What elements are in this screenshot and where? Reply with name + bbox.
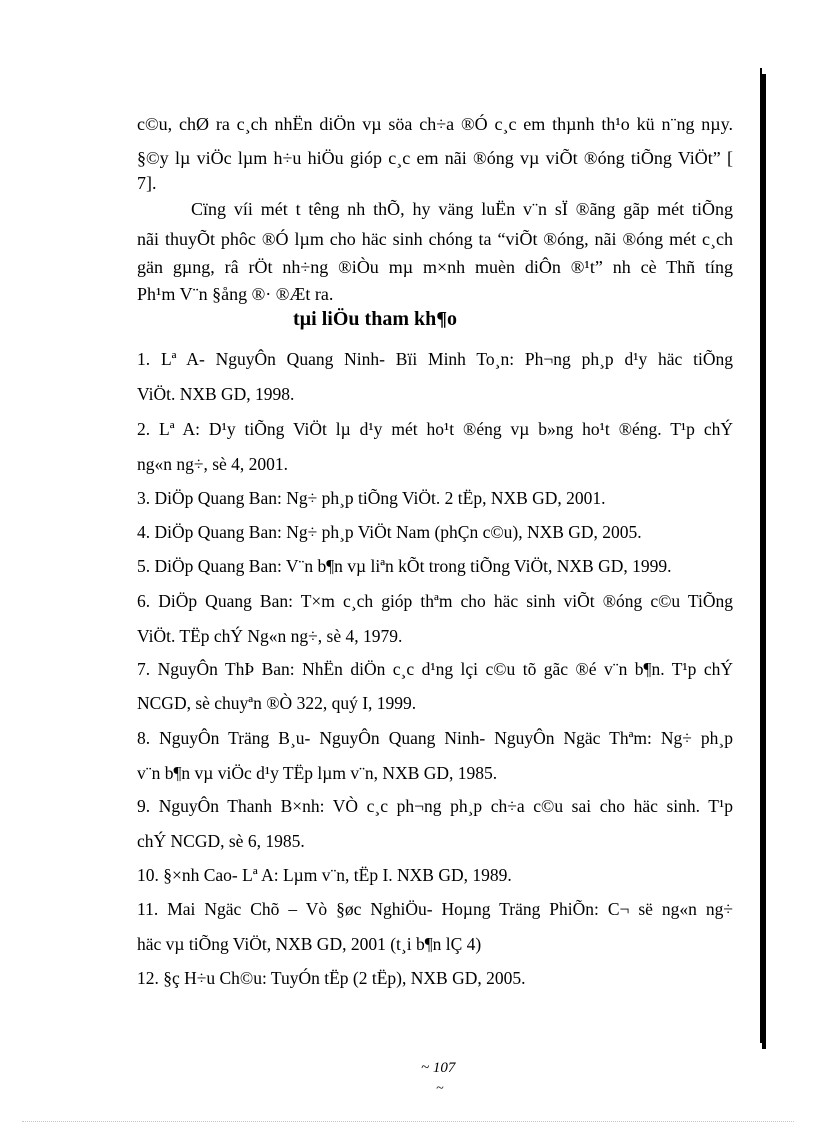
reference-line: 11. Mai Ngäc Chõ – Vò §øc NghiÖu- Hoµng Träng PhiÕn: C¬ së ng«n ng÷	[137, 899, 733, 919]
page-number-tilde: ~	[436, 1081, 444, 1096]
page-bottom-divider	[22, 1121, 794, 1122]
reference-line: 7. NguyÔn ThÞ Ban: NhËn diÖn c¸c d¹ng lçi c©u tõ gãc ®é v¨n b¶n. T¹p chÝ	[137, 659, 733, 679]
reference-line: 4. DiÖp Quang Ban: Ng÷ ph¸p ViÖt Nam (phÇn c©u), NXB GD, 2005.	[137, 522, 642, 542]
reference-line: chÝ NCGD, sè 6, 1985.	[137, 831, 305, 851]
reference-line: 8. NguyÔn Träng B¸u- NguyÔn Quang Ninh- NguyÔn Ngäc Thªm: Ng÷ ph¸p	[137, 728, 733, 748]
body-line: §©y lµ viÖc lµm h÷u hiÖu gióp c¸c em nãi ®óng vµ viÕt ®óng tiÕng ViÖt” [	[137, 148, 733, 168]
reference-line: v¨n b¶n vµ viÖc d¹y TËp lµm v¨n, NXB GD, 1985.	[137, 763, 498, 783]
reference-line: 5. DiÖp Quang Ban: V¨n b¶n vµ liªn kÕt trong tiÕng ViÖt, NXB GD, 1999.	[137, 556, 672, 576]
page-border-shadow	[762, 74, 766, 1049]
body-line: 7].	[137, 173, 157, 193]
reference-line: 2. Lª A: D¹y tiÕng ViÖt lµ d¹y mét ho¹t ®éng vµ b»ng ho¹t ®éng. T¹p chÝ	[137, 419, 733, 439]
reference-line: häc vµ tiÕng ViÖt, NXB GD, 2001 (t¸i b¶n lÇ 4)	[137, 934, 482, 954]
reference-line: ng«n ng÷, sè 4, 2001.	[137, 454, 289, 474]
body-line: Cïng víi mét t têng nh thÕ, hy väng luËn v¨n sÏ ®ãng gãp mét tiÕng	[191, 199, 733, 219]
body-line: c©u, chØ ra c¸ch nhËn diÖn vµ söa ch÷a ®Ó c¸c em thµnh th¹o kü n¨ng nµy.	[137, 114, 733, 134]
body-line: nãi thuyÕt phôc ®Ó lµm cho häc sinh chóng ta “viÕt ®óng, nãi ®óng mét c¸ch	[137, 229, 733, 249]
references-title: tµi liÖu tham kh¶o	[293, 308, 458, 330]
reference-line: 3. DiÖp Quang Ban: Ng÷ ph¸p tiÕng ViÖt. 2 tËp, NXB GD, 2001.	[137, 488, 606, 508]
reference-line: 10. §×nh Cao- Lª A: Lµm v¨n, tËp I. NXB GD, 1989.	[137, 865, 512, 885]
body-line: Ph¹m V¨n §ång ®· ®Æt ra.	[137, 284, 334, 304]
reference-line: 1. Lª A- NguyÔn Quang Ninh- Bïi Minh To¸n: Ph¬ng ph¸p d¹y häc tiÕng	[137, 349, 733, 369]
reference-line: 12. §ç H÷u Ch©u: TuyÓn tËp (2 tËp), NXB GD, 2005.	[137, 968, 526, 988]
reference-line: ViÖt. NXB GD, 1998.	[137, 384, 295, 404]
reference-line: 9. NguyÔn Thanh B×nh: VÒ c¸c ph¬ng ph¸p ch÷a c©u sai cho häc sinh. T¹p	[137, 796, 733, 816]
reference-line: NCGD, sè chuyªn ®Ò 322, quý I, 1999.	[137, 693, 417, 713]
reference-line: ViÖt. TËp chÝ Ng«n ng÷, sè 4, 1979.	[137, 626, 403, 646]
page-number: ~ 107	[421, 1060, 456, 1076]
reference-line: 6. DiÖp Quang Ban: T×m c¸ch gióp thªm cho häc sinh viÕt ®óng c©u TiÕng	[137, 591, 733, 611]
body-line: gän gµng, râ rÖt nh÷ng ®iÒu mµ m×nh muèn diÔn ®¹t” nh cè Thñ tíng	[137, 257, 733, 277]
